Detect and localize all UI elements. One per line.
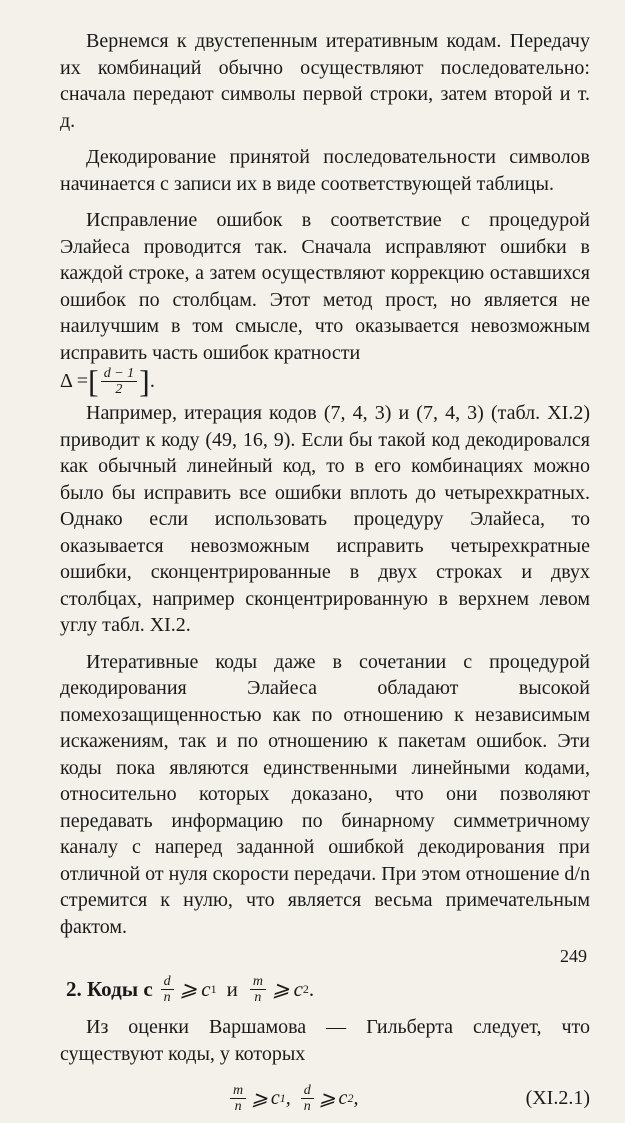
- equation-fraction-1: $\frac{m}{n}$: [230, 1083, 246, 1114]
- paragraph-4: Например, итерация кодов (7, 4, 3) и (7, 4, 3) (табл. XI.2) приводит к коду (49, 16, 9). Если бы такой код декодировался как обычный линейный код, то в его комбинациях можно было бы исправить все ошибки вплоть до четырехкратных. Однако если использовать процедуру Элайеса, то оказывается невозможным исправить четырехкратные ошибки, сконцентрированные в двух строках и двух столбцах, например сконцентрированную в верхнем левом углу табл. XI.2.: [60, 402, 590, 636]
- delta-lhs: Δ =: [60, 370, 89, 392]
- equation-number: (XI.2.1): [525, 1086, 590, 1109]
- paragraph-1: Вернемся к двустепенным итеративным кодам. Передачу их комбинаций обычно осуществляют последовательно: сначала передают символы первой строки, затем второй и т. д.: [60, 30, 590, 132]
- page-body: [60, 28, 590, 1123]
- heading-fraction-1: $\frac{d}{n}$: [161, 974, 174, 1005]
- paragraph-5: Итеративные коды даже в сочетании с процедурой декодирования Элайеса обладают высокой помехозащищенностью как по отношению к независимым искажениям, так и по отношению к пакетам ошибок. Эти коды пока являются единственными линейными кодами, относительно которых доказано, что они позволяют передавать информацию по бинарному симметричному каналу с наперед заданной ошибкой декодирования при отличной от нуля скорости передачи. При этом отношение d/n стремится к нулю, что является весьма примечательным фактом.: [60, 650, 590, 938]
- page-number: 249: [560, 946, 587, 966]
- fraction: [101, 366, 137, 397]
- left-bracket: [: [88, 363, 99, 399]
- right-bracket: ]: [139, 363, 150, 399]
- paragraph-3: Исправление ошибок в соответствие с процедурой Элайеса проводится так. Сначала исправляют ошибки в каждой строке, а затем осуществляют коррекцию оставшихся ошибок по столбцам. Этот метод прост, но является не наилучшим в том смысле, что оказывается невозможным исправить часть ошибок кратности: [60, 209, 590, 364]
- paragraph-2: Декодирование принятой последовательности символов начинается с записи их в виде соответствующей таблицы.: [60, 146, 590, 195]
- equation-fraction-2: $\frac{d}{n}$: [301, 1083, 314, 1114]
- paragraph-6: Из оценки Варшамова — Гильберта следует, что существуют коды, у которых: [60, 1016, 590, 1065]
- formula-tail: .: [149, 370, 155, 392]
- fraction-numerator: d − 1: [103, 365, 135, 381]
- heading-fraction-2: $\frac{m}{n}$: [250, 974, 266, 1005]
- equation-body: $\frac{m}{n}$ ⩾ c 1 , $\frac{d}{n}$ ⩾ c 2 ,: [228, 1083, 358, 1114]
- kratnost-formula: [60, 363, 590, 399]
- equation-xi-2-1: [60, 1073, 590, 1123]
- heading-conjunction: и: [226, 976, 238, 1001]
- heading-label: 2. Коды с: [66, 976, 153, 1001]
- section-heading: 2. Коды с $\frac{d}{n}$ ⩾ c 1 и $\frac{m}{n}$ ⩾ c 2 .: [66, 973, 315, 1005]
- fraction-denominator: 2: [115, 381, 123, 397]
